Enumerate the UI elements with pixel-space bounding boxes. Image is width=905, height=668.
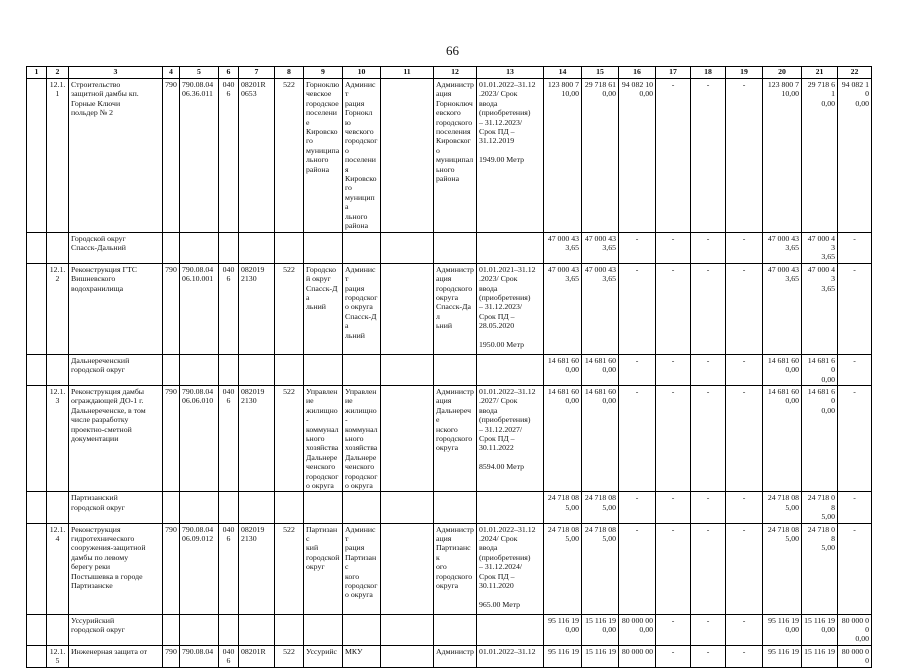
table-cell: 12.1.5 (47, 645, 69, 667)
table-cell: 14 681 60 0,00 (582, 385, 619, 491)
table-cell (219, 354, 239, 385)
table-cell (180, 492, 219, 523)
table-cell: 01.01.2022–31.12 .2027/ Срок ввода (приобретения) – 31.12.2027/ Срок ПД – 30.11.2022 8594.00 Метр (477, 385, 544, 491)
table-cell: - (619, 492, 656, 523)
table-cell: 24 718 08 5,00 (582, 523, 619, 614)
page-number: 66 (446, 43, 459, 58)
table-cell: 522 (275, 523, 304, 614)
column-header: 2 (47, 67, 69, 79)
table-cell: - (691, 492, 726, 523)
table-cell: 24 718 08 5,00 (582, 492, 619, 523)
table-cell: 01.01.2022–31.12 .2024/ Срок ввода (приобретения) – 31.12.2024/ Срок ПД – 30.11.2020 965.00 Метр (477, 523, 544, 614)
table-row (27, 645, 872, 667)
column-header: 11 (381, 67, 434, 79)
table-cell: - (691, 354, 726, 385)
table-cell (47, 492, 69, 523)
table-cell: 47 000 43 3,65 (763, 263, 802, 354)
table-cell: 082019 2130 (239, 523, 275, 614)
table-cell: 24 718 08 5,00 (763, 492, 802, 523)
table-cell: 94 082 10 0,00 (619, 79, 656, 233)
table-cell: 790 (163, 385, 180, 491)
table-cell: Партизанс кий городской округ (304, 523, 343, 614)
table-cell (27, 385, 47, 491)
column-header: 10 (343, 67, 381, 79)
budget-table (26, 66, 872, 668)
table-cell: - (726, 492, 763, 523)
table-cell: 522 (275, 263, 304, 354)
table-cell (163, 614, 180, 645)
table-cell (239, 614, 275, 645)
table-cell: Управлен ие жилищно- коммунал ьного хозяйства Дальнере ченского городског о округа (304, 385, 343, 491)
table-cell: 12.1.3 (47, 385, 69, 491)
table-cell: 790.08.04 06.06.010 (180, 385, 219, 491)
table-cell: 95 116 19 0,00 (544, 614, 582, 645)
table-cell: 47 000 43 3,65 (802, 232, 838, 263)
table-cell: 01.01.2022–31.12 .2023/ Срок ввода (приобретения) – 31.12.2023/ Срок ПД – 31.12.2019 1949.00 Метр (477, 79, 544, 233)
table-cell: Уссурийс (304, 645, 343, 667)
table-cell (47, 354, 69, 385)
table-cell: Городско й округ Спасск-Да льний (304, 263, 343, 354)
table-cell (163, 354, 180, 385)
table-cell (27, 492, 47, 523)
table-cell (343, 232, 381, 263)
table-cell: Дальнереченский городской округ (69, 354, 163, 385)
table-row (27, 263, 872, 354)
table-cell: Реконструкция дамбы ограждающей ДО-1 г. Дальнереченске, в том числе разработку проектно-сметной документации (69, 385, 163, 491)
table-cell: 14 681 60 0,00 (763, 385, 802, 491)
table-cell (27, 645, 47, 667)
table-cell: 47 000 43 3,65 (544, 263, 582, 354)
table-cell: - (838, 492, 872, 523)
table-cell: 790.08.04 06.36.011 (180, 79, 219, 233)
table-cell (477, 492, 544, 523)
table-cell: - (726, 354, 763, 385)
table-cell: Администр ация Партизанск ого городского округа (434, 523, 477, 614)
table-cell (381, 523, 434, 614)
table-cell (477, 232, 544, 263)
table-cell: - (726, 79, 763, 233)
table-cell: 0406 (219, 523, 239, 614)
column-header: 16 (619, 67, 656, 79)
table-cell (163, 232, 180, 263)
table-cell (343, 354, 381, 385)
table-cell (381, 385, 434, 491)
table-body (27, 67, 872, 668)
table-cell: 15 116 19 (802, 645, 838, 667)
column-header: 7 (239, 67, 275, 79)
table-cell: 0406 (219, 263, 239, 354)
table-cell: - (691, 79, 726, 233)
table-cell: Администр ация Дальнерече нского городского округа (434, 385, 477, 491)
table-cell: 80 000 00 0,00 (619, 614, 656, 645)
table-cell (275, 354, 304, 385)
table-cell (477, 354, 544, 385)
table-cell: Инженерная защита от (69, 645, 163, 667)
table-cell: Админист рация Горноклю чевского городског о поселения Кировско го муниципа льного района (343, 79, 381, 233)
table-cell: - (619, 263, 656, 354)
table-cell: - (726, 385, 763, 491)
table-cell (275, 614, 304, 645)
subtotal-row (27, 492, 872, 523)
column-header: 15 (582, 67, 619, 79)
table-cell (434, 614, 477, 645)
table-cell: 15 116 19 0,00 (802, 614, 838, 645)
column-header: 3 (69, 67, 163, 79)
table-cell: 95 116 19 (544, 645, 582, 667)
table-cell: 522 (275, 79, 304, 233)
table-cell: 522 (275, 385, 304, 491)
table-cell (434, 492, 477, 523)
table-cell (381, 79, 434, 233)
table-cell: 082019 2130 (239, 385, 275, 491)
table-cell: - (838, 232, 872, 263)
table-cell: 80 000 00 0,00 (838, 614, 872, 645)
table-cell (275, 492, 304, 523)
table-cell (381, 354, 434, 385)
table-cell: - (691, 263, 726, 354)
table-cell: 47 000 43 3,65 (582, 232, 619, 263)
table-cell: 95 116 19 0,00 (763, 614, 802, 645)
table-cell: 14 681 60 0,00 (763, 354, 802, 385)
table-cell (239, 492, 275, 523)
subtotal-row (27, 232, 872, 263)
table-cell: 01.01.2021–31.12 .2023/ Срок ввода (приобретения) – 31.12.2023/ Срок ПД – 28.05.2020 1950.00 Метр (477, 263, 544, 354)
table-cell: - (656, 645, 691, 667)
table-cell (27, 263, 47, 354)
table-cell: - (691, 523, 726, 614)
table-cell: - (838, 385, 872, 491)
table-cell: - (656, 492, 691, 523)
table-cell (47, 614, 69, 645)
table-cell: 123 800 7 10,00 (763, 79, 802, 233)
table-cell: 95 116 19 (763, 645, 802, 667)
table-cell: - (838, 523, 872, 614)
column-header: 22 (838, 67, 872, 79)
table-cell: 790 (163, 645, 180, 667)
table-cell (304, 232, 343, 263)
column-header: 8 (275, 67, 304, 79)
table-cell: 790 (163, 79, 180, 233)
table-cell: - (726, 645, 763, 667)
column-header: 12 (434, 67, 477, 79)
table-cell: 14 681 60 0,00 (582, 354, 619, 385)
table-cell (180, 354, 219, 385)
column-header: 1 (27, 67, 47, 79)
table-cell (434, 354, 477, 385)
table-cell: 47 000 43 3,65 (544, 232, 582, 263)
table-cell: - (619, 232, 656, 263)
table-cell: 08201R (239, 645, 275, 667)
table-cell: - (656, 614, 691, 645)
table-cell: 08201R 0653 (239, 79, 275, 233)
table-cell: - (619, 385, 656, 491)
table-cell: 15 116 19 0,00 (582, 614, 619, 645)
table-cell: - (726, 263, 763, 354)
table-cell: МКУ (343, 645, 381, 667)
table-cell: 790 (163, 263, 180, 354)
table-cell: 14 681 60 0,00 (802, 354, 838, 385)
table-cell (304, 354, 343, 385)
table-cell (275, 232, 304, 263)
table-cell: 01.01.2022–31.12 (477, 645, 544, 667)
table-cell (219, 232, 239, 263)
table-cell (27, 79, 47, 233)
table-cell (239, 232, 275, 263)
table-cell: - (619, 523, 656, 614)
table-cell (343, 614, 381, 645)
table-cell: - (656, 79, 691, 233)
column-header: 9 (304, 67, 343, 79)
column-header: 14 (544, 67, 582, 79)
column-header: 20 (763, 67, 802, 79)
table-cell: - (691, 385, 726, 491)
table-cell (180, 232, 219, 263)
table-cell: - (691, 232, 726, 263)
table-cell: 29 718 61 0,00 (582, 79, 619, 233)
table-row (27, 79, 872, 233)
table-cell: Строительство защитной дамбы кп. Горные Ключи польдер № 2 (69, 79, 163, 233)
table-cell: 24 718 08 5,00 (544, 523, 582, 614)
table-cell: - (726, 614, 763, 645)
table-cell (381, 614, 434, 645)
table-cell (304, 614, 343, 645)
table-cell (477, 614, 544, 645)
table-cell: - (726, 232, 763, 263)
table-cell: Уссурийский городской округ (69, 614, 163, 645)
table-cell: 12.1.4 (47, 523, 69, 614)
table-cell: - (726, 523, 763, 614)
table-cell: 123 800 7 10,00 (544, 79, 582, 233)
table-cell (27, 232, 47, 263)
table-cell: 0406 (219, 645, 239, 667)
table-cell: - (656, 263, 691, 354)
table-cell: Администр (434, 645, 477, 667)
table-cell: Админист рация Партизанс кого городског о округа (343, 523, 381, 614)
table-cell: 24 718 08 5,00 (544, 492, 582, 523)
table-cell (27, 354, 47, 385)
table-cell: - (656, 232, 691, 263)
table-cell: 29 718 61 0,00 (802, 79, 838, 233)
column-header: 21 (802, 67, 838, 79)
table-cell: 790.08.04 (180, 645, 219, 667)
column-header: 18 (691, 67, 726, 79)
table-cell: - (838, 263, 872, 354)
table-cell: - (656, 354, 691, 385)
table-cell: 15 116 19 (582, 645, 619, 667)
table-cell: - (656, 523, 691, 614)
column-header: 4 (163, 67, 180, 79)
table-header-row (27, 67, 872, 79)
column-header: 6 (219, 67, 239, 79)
table-cell (381, 232, 434, 263)
subtotal-row (27, 354, 872, 385)
table-cell: - (656, 385, 691, 491)
table-cell: Админист рация городског о округа Спасск-Да льний (343, 263, 381, 354)
column-header: 5 (180, 67, 219, 79)
table-cell: 790.08.04 06.09.012 (180, 523, 219, 614)
table-cell: 47 000 43 3,65 (763, 232, 802, 263)
table-cell (219, 492, 239, 523)
table-cell: 0406 (219, 79, 239, 233)
table-cell: Управлен ие жилищно- коммунал ьного хозяйства Дальнере ченского городског о округа (343, 385, 381, 491)
table-cell (381, 492, 434, 523)
table-cell: 47 000 43 3,65 (582, 263, 619, 354)
table-cell: 80 000 00 (619, 645, 656, 667)
column-header: 13 (477, 67, 544, 79)
table-cell: - (691, 614, 726, 645)
subtotal-row (27, 614, 872, 645)
column-header: 19 (726, 67, 763, 79)
table-cell: 790.08.04 06.10.001 (180, 263, 219, 354)
table-cell (180, 614, 219, 645)
table-cell: - (838, 354, 872, 385)
table-cell (239, 354, 275, 385)
table-cell: Партизанский городской округ (69, 492, 163, 523)
table-cell: 14 681 60 0,00 (544, 354, 582, 385)
table-cell: 082019 2130 (239, 263, 275, 354)
table-cell (47, 232, 69, 263)
column-header: 17 (656, 67, 691, 79)
table-cell: Горноклю чевское городское поселение Кировско го муниципа льного района (304, 79, 343, 233)
table-cell: 790 (163, 523, 180, 614)
table-cell: 14 681 60 0,00 (802, 385, 838, 491)
table-cell: - (619, 354, 656, 385)
table-cell (304, 492, 343, 523)
table-cell (27, 614, 47, 645)
table-cell: 12.1.1 (47, 79, 69, 233)
table-cell (381, 263, 434, 354)
table-cell: Администр ация Горноключ евского городского поселения Кировского муниципал ьного района (434, 79, 477, 233)
table-cell: 12.1.2 (47, 263, 69, 354)
table-cell (343, 492, 381, 523)
table-cell: 80 000 00 (838, 645, 872, 667)
table-cell: 522 (275, 645, 304, 667)
table-cell (219, 614, 239, 645)
table-cell: Реконструкция гидротехнического сооружения-защитной дамбы по левому берегу реки Постышевка в городе Партизанске (69, 523, 163, 614)
table-cell: Реконструкция ГТС Вишневского водохранилища (69, 263, 163, 354)
table-cell (381, 645, 434, 667)
table-cell: 24 718 08 5,00 (802, 492, 838, 523)
table-row (27, 385, 872, 491)
table-cell: - (691, 645, 726, 667)
table-cell: 0406 (219, 385, 239, 491)
table-cell (27, 523, 47, 614)
table-cell: Администр ация городского округа Спасск-Дал ьний (434, 263, 477, 354)
table-cell: 24 718 08 5,00 (763, 523, 802, 614)
table-cell: 94 082 10 0,00 (838, 79, 872, 233)
table-cell: 47 000 43 3,65 (802, 263, 838, 354)
table-cell (163, 492, 180, 523)
table-cell: 14 681 60 0,00 (544, 385, 582, 491)
table-cell: Городской округ Спасск-Дальний (69, 232, 163, 263)
table-cell (434, 232, 477, 263)
table-cell: 24 718 08 5,00 (802, 523, 838, 614)
table-row (27, 523, 872, 614)
